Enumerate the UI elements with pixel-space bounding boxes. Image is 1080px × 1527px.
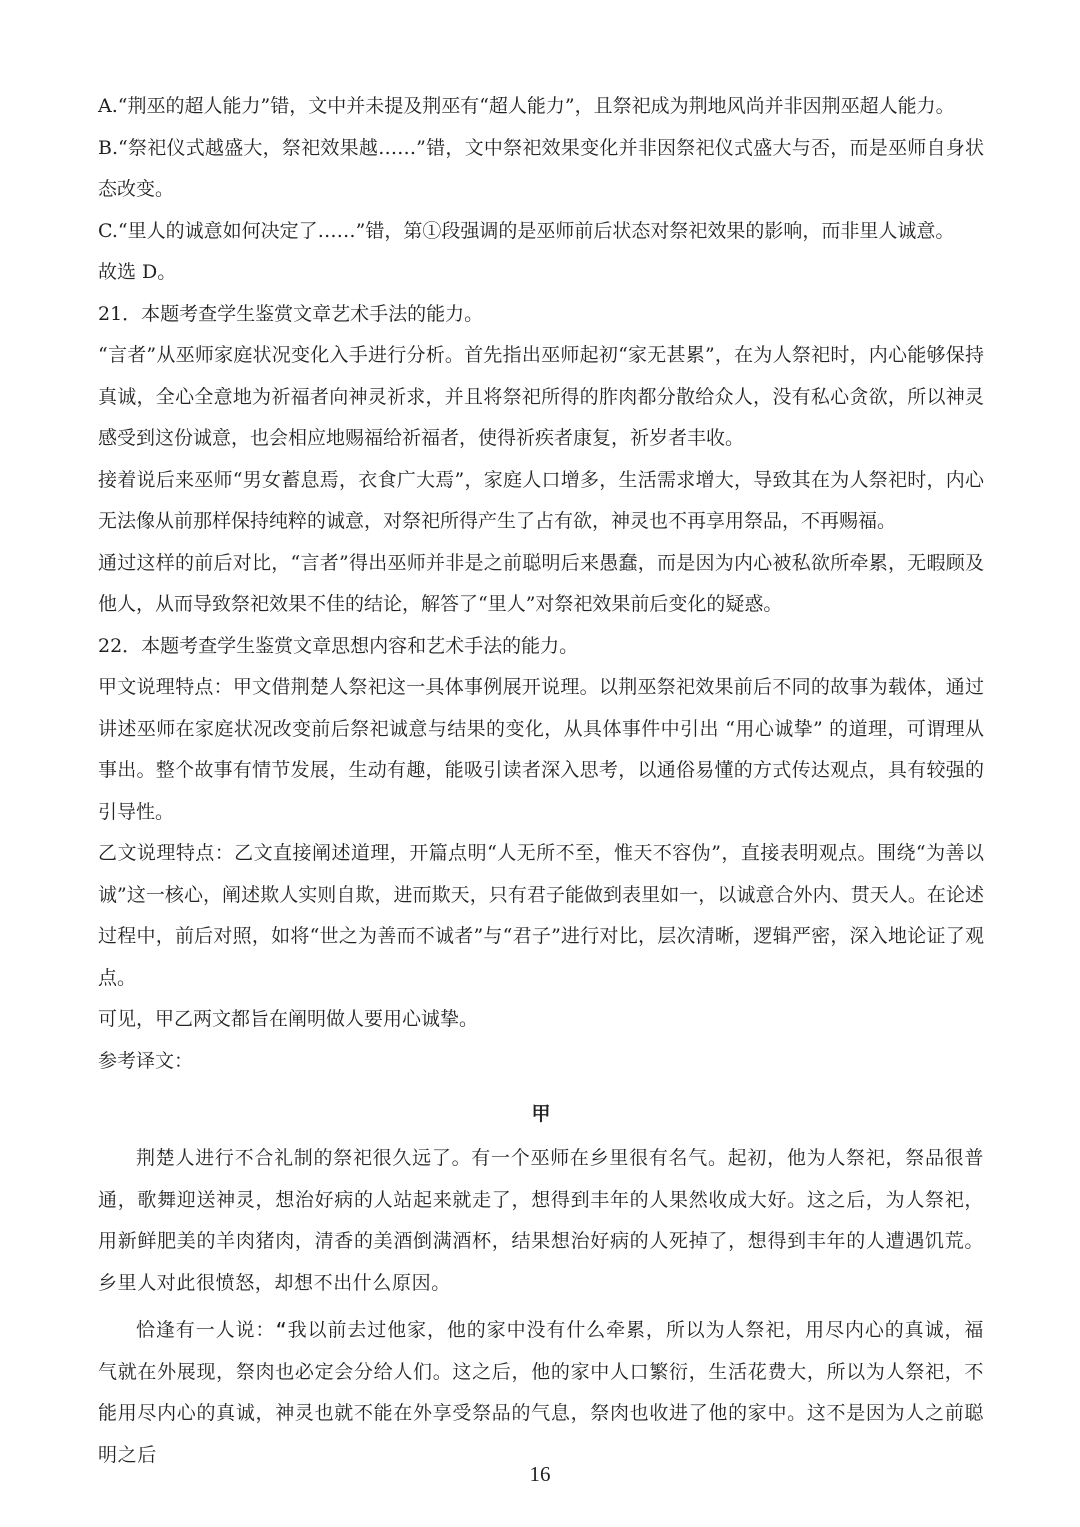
question-21-paragraph-1: “言者”从巫师家庭状况变化入手进行分析。首先指出巫师起初“家无甚累”，在为人祭祀时，内心能够保持真诚，全心全意地为祈福者向神灵祈求，并且将祭祀所得的胙肉都分散给众人，没有私心贪欲，所以神灵感受到这份诚意，也会相应地赐福给祈福者，使得祈疾者康复，祈岁者丰收。 [98, 344, 984, 449]
reference-translation-label: 参考译文： [98, 1049, 194, 1072]
question-22-paragraph-1: 甲文说理特点：甲文借荆楚人祭祀这一具体事例展开说理。以荆巫祭祀效果前后不同的故事为载体，通过讲述巫师在家庭状况改变前后祭祀诚意与结果的变化，从具体事件中引出 “用心诚挚” 的道理，可谓理从事出。整个故事有情节发展，生动有趣，能吸引读者深入思考，以通俗易懂的方式传达观点，具有较强的引导性。 [98, 676, 984, 823]
question-22-paragraph-2: 乙文说理特点：乙文直接阐述道理，开篇点明“人无所不至，惟天不容伪”，直接表明观点。围绕“为善以诚”这一核心，阐述欺人实则自欺，进而欺天，只有君子能做到表里如一，以诚意合外内、贯天人。在论述过程中，前后对照，如将“世之为善而不诚者”与“君子”进行对比，层次清晰，逻辑严密，深入地论证了观点。 [98, 842, 984, 989]
translation-title: 甲 [531, 1103, 551, 1125]
question-22-heading: 22．本题考查学生鉴赏文章思想内容和艺术手法的能力。 [98, 634, 579, 657]
question-22-paragraph-3: 可见，甲乙两文都旨在阐明做人要用心诚挚。 [98, 1008, 479, 1030]
option-a-analysis: A.“荆巫的超人能力”错，文中并未提及荆巫有“超人能力”，且祭祀成为荆地风尚并非因荆巫超人能力。 [98, 95, 955, 117]
document-page [98, 86, 984, 1476]
option-b-analysis: B.“祭祀仪式越盛大，祭祀效果越……”错，文中祭祀效果变化并非因祭祀仪式盛大与否，而是巫师自身状态改变。 [98, 136, 984, 200]
answer-conclusion: 故选 D。 [98, 261, 177, 283]
option-c-analysis: C.“里人的诚意如何决定了……”错，第①段强调的是巫师前后状态对祭祀效果的影响，而非里人诚意。 [98, 219, 955, 242]
question-21-paragraph-2: 接着说后来巫师“男女蓄息焉，衣食广大焉”，家庭人口增多，生活需求增大，导致其在为人祭祀时，内心无法像从前那样保持纯粹的诚意，对祭祀所得产生了占有欲，神灵也不再享用祭品，不再赐福。 [98, 468, 984, 532]
question-21-heading: 21．本题考查学生鉴赏文章艺术手法的能力。 [98, 302, 484, 325]
page-number: 16 [529, 1462, 551, 1486]
question-21-paragraph-3: 通过这样的前后对比，“言者”得出巫师并非是之前聪明后来愚蠢，而是因为内心被私欲所牵累，无暇顾及他人，从而导致祭祀效果不佳的结论，解答了“里人”对祭祀效果前后变化的疑惑。 [98, 551, 984, 615]
translation-paragraph-1: 荆楚人进行不合礼制的祭祀很久远了。有一个巫师在乡里很有名气。起初，他为人祭祀，祭品很普通，歌舞迎送神灵，想治好病的人站起来就走了，想得到丰年的人果然收成大好。这之后，为人祭祀，用新鲜肥美的羊肉猪肉，清香的美酒倒满酒杯，结果想治好病的人死掉了，想得到丰年的人遭遇饥荒。乡里人对此很愤怒，却想不出什么原因。 [98, 1147, 984, 1294]
translation-paragraph-2: 恰逢有一人说：“我以前去过他家，他的家中没有什么牵累，所以为人祭祀，用尽内心的真诚，福气就在外展现，祭肉也必定会分给人们。这之后，他的家中人口繁衍，生活花费大，所以为人祭祀，不能用尽内心的真诚，神灵也就不能在外享受祭品的气息，祭肉也收进了他的家中。这不是因为人之前聪明之后 [98, 1319, 984, 1466]
